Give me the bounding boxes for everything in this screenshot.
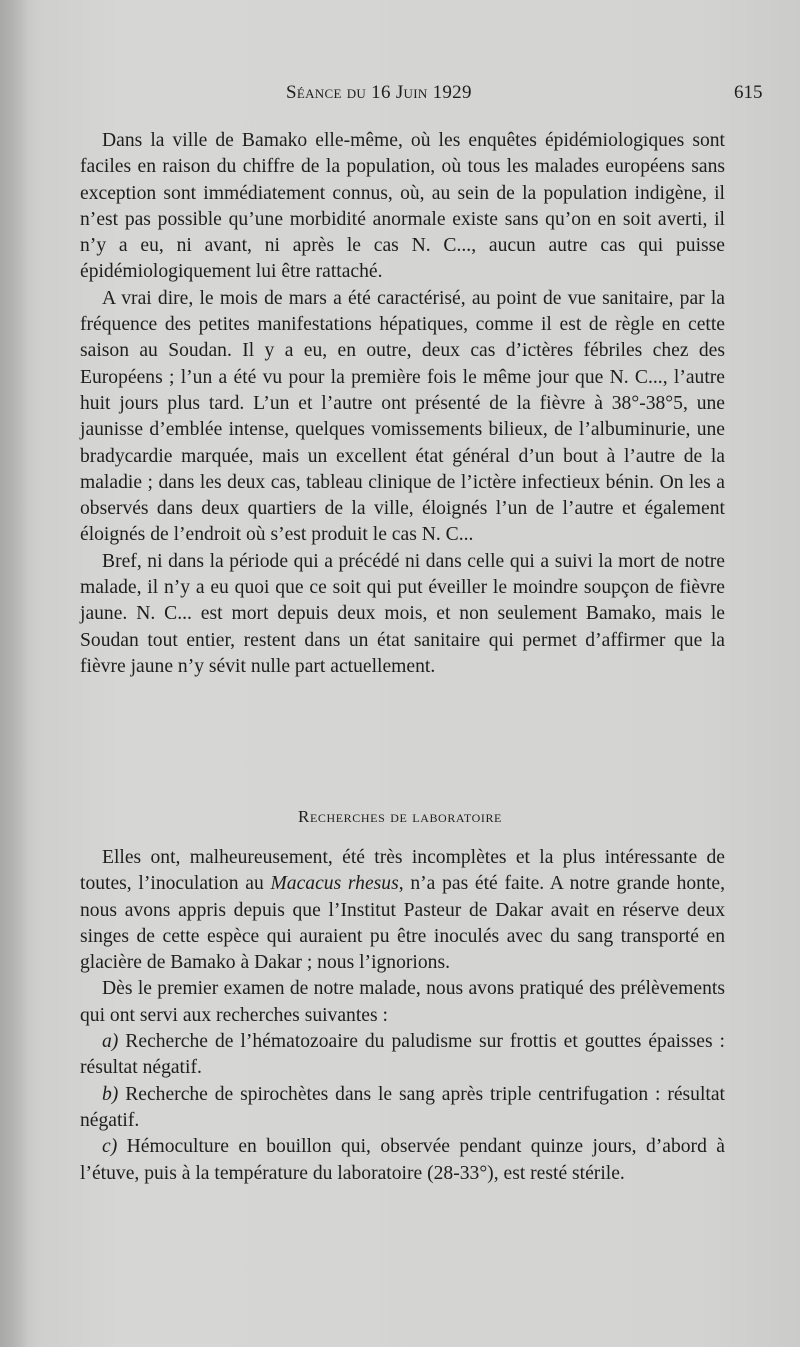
list-item xyxy=(80,1082,725,1135)
page-edge-shadow xyxy=(0,0,28,1347)
section-heading-text: Recherches de laboratoire xyxy=(298,807,502,826)
species-name: Macacus rhesus xyxy=(270,873,399,895)
paragraph: A vrai dire, le mois de mars a été caractérisé, au point de vue sanitaire, par la fréquence des petites manifestations hépatiques, comme il est de règle en cette saison au Soudan. Il y a eu, en outre, deux cas d’ictères fébriles chez des Européens ; l’un a été vu pour la première fois le même jour que N. C..., l’autre huit jours plus tard. L’un et l’autre ont présenté de la fièvre à 38°-38°5, une jaunisse d’emblée intense, quelques vomissements bilieux, de l’albuminurie, une bradycardie marquée, mais un excellent état général d’un bout à l’autre de la maladie ; dans les deux cas, tableau clinique de l’ictère infectieux bénin. On les a observés dans deux quartiers de la ville, éloignés l’un de l’autre et également éloignés de l’endroit où s’est produit le cas N. C... xyxy=(80,287,725,546)
paragraph: Dans la ville de Bamako elle-même, où les enquêtes épidémiologiques sont faciles en raison du chiffre de la population, où tous les malades européens sans exception sont immédiatement connus, où, au sein de la population indigène, il n’est pas possible qu’une morbidité anormale existe sans qu’on en soit averti, il n’y a eu, ni avant, ni après le cas N. C..., aucun autre cas qui puisse épidémiologiquement lui être rattaché. xyxy=(80,130,725,283)
section-laboratory xyxy=(80,845,725,1187)
section-heading xyxy=(0,807,800,827)
list-item xyxy=(80,1029,725,1082)
running-head-title: Séance du 16 Juin 1929 xyxy=(286,82,472,103)
list-item-text: Recherche de spirochètes dans le sang après triple centrifugation : résultat négatif. xyxy=(80,1083,725,1131)
paragraph xyxy=(80,845,725,976)
paragraph-text: , n’a pas été faite. A notre grande honte, nous avons appris depuis que l’Institut Pasteur de Dakar avait en réserve deux singes de cette espèce qui auraient pu être inoculés avec du sang transporté en glacière de Bamako à Dakar ; nous l’ignorions. xyxy=(80,873,726,974)
paragraph: Dès le premier examen de notre malade, nous avons pratiqué des prélèvements qui ont servi aux recherches suivantes : xyxy=(80,978,725,1026)
list-marker: c) xyxy=(102,1136,118,1158)
list-item-text: Hémoculture en bouillon qui, observée pendant quinze jours, d’abord à l’étuve, puis à la température du laboratoire (28-33°), est resté stérile. xyxy=(80,1136,725,1184)
page-number: 615 xyxy=(734,82,763,103)
list-item-text: Recherche de l’hématozoaire du paludisme sur frottis et gouttes épaisses : résultat négatif. xyxy=(80,1031,725,1079)
paragraph: Bref, ni dans la période qui a précédé ni dans celle qui a suivi la mort de notre malade, il n’y a eu quoi que ce soit qui put éveiller le moindre soupçon de fièvre jaune. N. C... est mort depuis deux mois, et non seulement Bamako, mais le Soudan tout entier, restent dans un état sanitaire qui permet d’affirmer que la fièvre jaune n’y sévit nulle part actuellement. xyxy=(80,550,725,677)
running-head xyxy=(0,82,800,110)
list-marker: b) xyxy=(102,1083,119,1105)
paragraph-text: Elles ont, malheureusement, été très incomplètes et la plus intéressante de toutes, l’inoculation au xyxy=(80,847,725,895)
list-marker: a) xyxy=(102,1031,119,1053)
list-item xyxy=(80,1134,725,1187)
section-epidemiology xyxy=(80,128,725,680)
